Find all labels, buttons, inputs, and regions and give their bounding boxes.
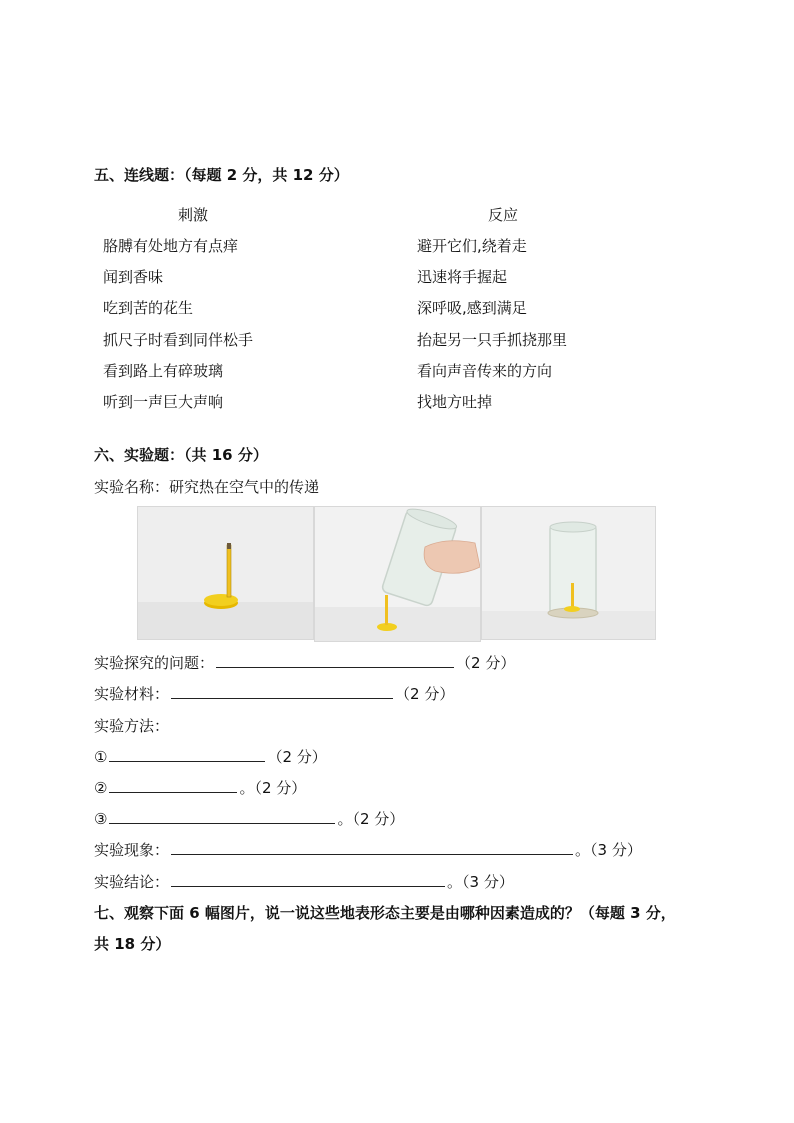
section6-title: 六、实验题：（共 16 分） [94, 446, 268, 464]
step-2-points: 。（2 分） [239, 779, 307, 797]
reaction-item: 抬起另一只手抓挠那里 [417, 331, 568, 349]
stimulus-item: 吃到苦的花生 [103, 299, 194, 317]
conclusion-answer-blank[interactable] [171, 872, 445, 887]
reaction-item: 避开它们,绕着走 [417, 237, 527, 255]
stimulus-item: 抓尺子时看到同伴松手 [103, 331, 254, 349]
question-answer-blank[interactable] [216, 653, 454, 668]
stimulus-column-header: 刺激 [178, 206, 209, 224]
step-3-marker: ③ [94, 810, 108, 828]
step-3-answer-blank[interactable] [109, 809, 335, 824]
section7-title-line-1: 七、观察下面 6 幅图片，说一说这些地表形态主要是由哪种因素造成的？（每题 3 分， [94, 904, 676, 922]
materials-answer-blank[interactable] [171, 684, 393, 699]
step-3-points: 。（2 分） [337, 810, 405, 828]
conclusion-points: 。（3 分） [447, 873, 514, 891]
step-1-marker: ① [94, 748, 108, 766]
phenomenon-row [94, 839, 642, 860]
experiment-photo-pencil-stand [137, 506, 314, 640]
experiment-photo-covered-pencil [481, 506, 656, 640]
section5-title: 五、连线题：（每题 2 分，共 12 分） [94, 166, 349, 184]
materials-row [94, 683, 454, 704]
question-row [94, 652, 515, 673]
phenomenon-label: 实验现象： [94, 841, 170, 859]
reaction-item: 迅速将手握起 [417, 268, 508, 286]
method-step-2 [94, 777, 306, 798]
materials-label: 实验材料： [94, 685, 170, 703]
stimulus-item: 看到路上有碎玻璃 [103, 362, 224, 380]
reaction-item: 找地方吐掉 [417, 393, 493, 411]
materials-points: （2 分） [395, 685, 455, 703]
experiment-name: 实验名称：研究热在空气中的传递 [94, 478, 320, 496]
method-step-1 [94, 746, 327, 767]
step-1-points: （2 分） [267, 748, 327, 766]
experiment-photo-covering-glass [314, 506, 481, 642]
method-label: 实验方法： [94, 717, 170, 735]
step-2-marker: ② [94, 779, 108, 797]
method-step-3 [94, 808, 404, 829]
phenomenon-points: 。（3 分） [575, 841, 642, 859]
phenomenon-answer-blank[interactable] [171, 840, 573, 855]
section7-title-line-2: 共 18 分） [94, 935, 171, 953]
reaction-item: 看向声音传来的方向 [417, 362, 553, 380]
conclusion-label: 实验结论： [94, 873, 170, 891]
stimulus-item: 胳膊有处地方有点痒 [103, 237, 239, 255]
conclusion-row [94, 871, 514, 892]
stimulus-item: 闻到香味 [103, 268, 164, 286]
reaction-column-header: 反应 [488, 206, 519, 224]
question-points: （2 分） [456, 654, 516, 672]
stimulus-item: 听到一声巨大声响 [103, 393, 224, 411]
reaction-item: 深呼吸,感到满足 [417, 299, 527, 317]
step-2-answer-blank[interactable] [109, 778, 237, 793]
question-label: 实验探究的问题： [94, 654, 215, 672]
step-1-answer-blank[interactable] [109, 747, 265, 762]
